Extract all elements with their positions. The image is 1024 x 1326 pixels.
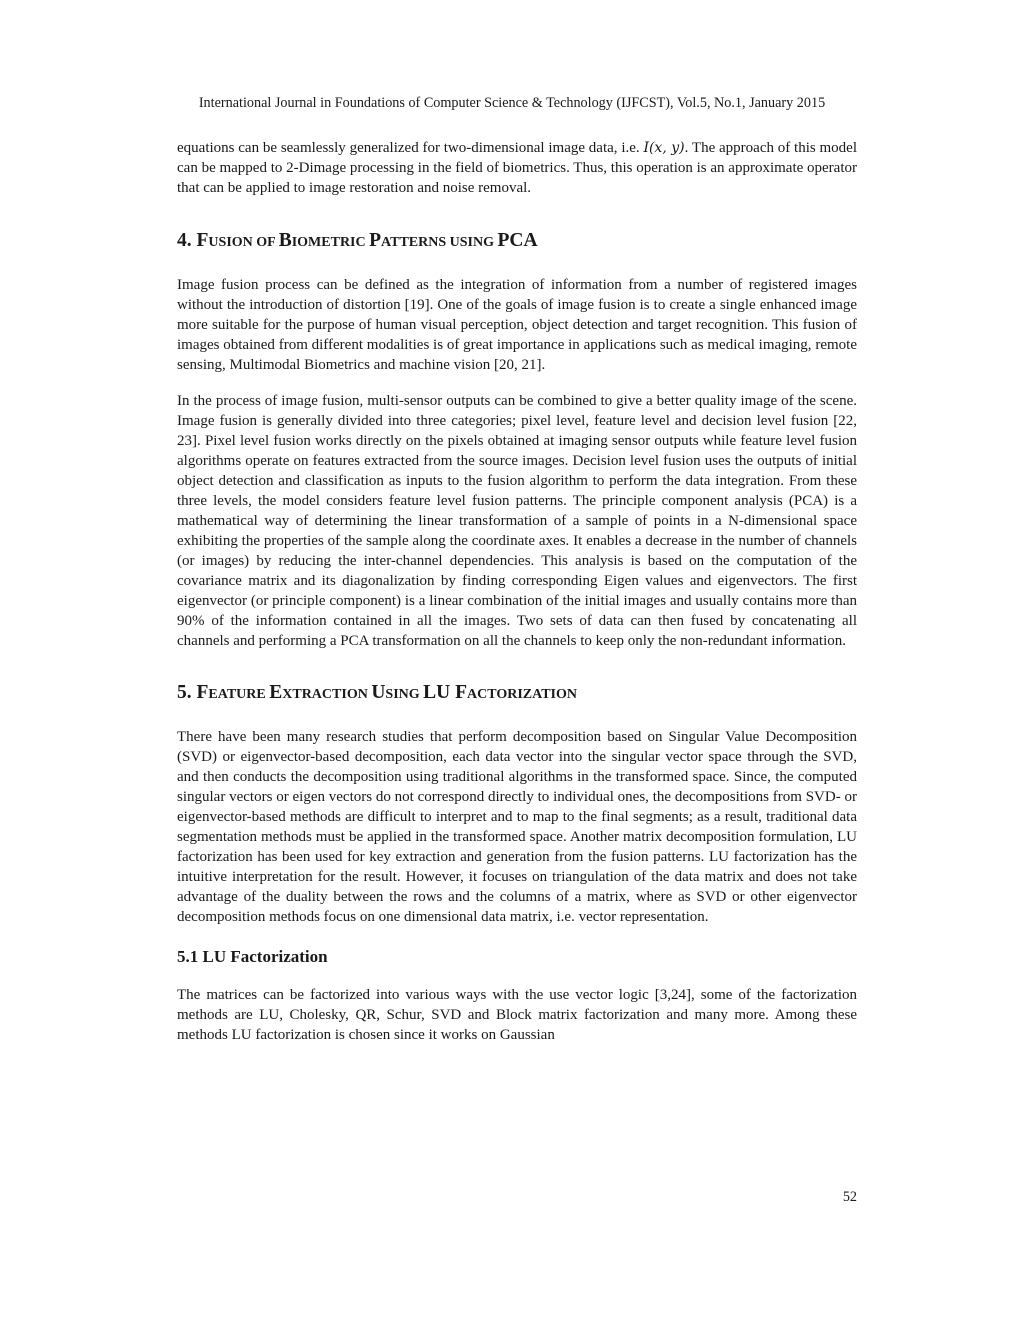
section-5-title-part: XTRACTION [282, 687, 372, 702]
section-5-1-heading: 5.1 LU Factorization [177, 947, 328, 966]
section-5-title-part: E [269, 682, 283, 703]
section-5-1-paragraph-1: The matrices can be factorized into various ways with the use vector logic [3,24], some of the factorization methods are LU, Cholesky, QR, Schur, SVD and Block matrix factorization and many more. Among these methods LU factorization is chosen since it works on Gaussian [177, 987, 857, 1043]
section-4-title-part: USION OF [208, 235, 279, 250]
section-4-number: 4. [177, 230, 197, 251]
section-4-title-part: IOMETRIC [291, 235, 370, 250]
section-4-title-part: PCA [497, 230, 538, 251]
math-expression: I(x, y) [643, 140, 685, 156]
section-4-paragraph-2: In the process of image fusion, multi-sensor outputs can be combined to give a better quality image of the scene. Image fusion is generally divided into three categories; pixel level, feature level and decision level fusion [22, 23]. Pixel level fusion works directly on the pixels obtained at imaging sensor outputs while feature level fusion algorithms operate on features extracted from the source images. Decision level fusion uses the outputs of initial object detection and classification as inputs to the fusion algorithm to perform the data integration. From these three levels, the model considers feature level fusion patterns. The principle component analysis (PCA) is a mathematical way of determining the linear transformation of a sample of points in a N-dimensional space exhibiting the properties of the sample along the coordinate axes. It enables a decrease in the number of channels (or images) by reducing the inter-channel dependencies. This analysis is based on the computation of the covariance matrix and its diagonalization by finding corresponding Eigen values and eigenvectors. The first eigenvector (or principle component) is a linear combination of the initial images and usually contains more than 90% of the information contained in all the images. Two sets of data can then fused by concatenating all channels and performing a PCA transformation on all the channels to keep only the non-redundant information. [177, 393, 857, 649]
section-5-title-part: EATURE [208, 687, 270, 702]
intro-text-before-math: equations can be seamlessly generalized for two-dimensional image data, i.e. [177, 140, 644, 156]
page-content [177, 138, 857, 1045]
section-5-title-part: F [196, 682, 209, 703]
intro-paragraph [177, 138, 857, 198]
section-4-title-part: ATTERNS USING [381, 235, 498, 250]
section-5-title-part: F [455, 682, 468, 703]
section-5-heading [177, 680, 857, 708]
section-5-title-part: LU [423, 682, 456, 703]
section-5-title-part: U [371, 682, 386, 703]
intro-text-after-math: . The approach of this model can be mapped to 2-Dimage processing in the field of biometrics. Thus, this operation is an approximate operator that can be applied to image restoration and noise removal. [177, 140, 857, 196]
section-5-paragraph-1: There have been many research studies that perform decomposition based on Singular Value Decomposition (SVD) or eigenvector-based decomposition, each data vector into the singular vector space through the SVD, and then conducts the decomposition using traditional algorithms in the transformed space. Since, the computed singular vectors or eigen vectors do not correspond directly to individual ones, the decompositions from SVD- or eigenvector-based methods are difficult to interpret and to map to the final segments; as a result, traditional data segmentation methods must be applied in the transformed space. Another matrix decomposition formulation, LU factorization has been used for key extraction and generation from the fusion patterns. LU factorization has the intuitive interpretation for the result. However, it focuses on triangulation of the data matrix and does not take advantage of the duality between the rows and the columns of a matrix, where as SVD or other eigenvector decomposition methods focus on one dimensional data matrix, i.e. vector representation. [177, 729, 857, 925]
section-4-heading [177, 228, 857, 256]
section-4-title-part: F [196, 230, 209, 251]
section-4-paragraph-1: Image fusion process can be defined as the integration of information from a number of registered images without the introduction of distortion [19]. One of the goals of image fusion is to create a single enhanced image more suitable for the purpose of human visual perception, object detection and target recognition. This fusion of images obtained from different modalities is of great importance in applications such as medical imaging, remote sensing, Multimodal Biometrics and machine vision [20, 21]. [177, 277, 857, 373]
page-number: 52 [842, 1189, 857, 1205]
section-5-number: 5. [177, 682, 197, 703]
section-5-title-part: SING [385, 687, 424, 702]
section-4-title-part: P [369, 230, 382, 251]
section-4-title-part: B [278, 230, 292, 251]
section-5-title-part: ACTORIZATION [467, 687, 577, 702]
running-header: International Journal in Foundations of Computer Science & Technology (IJFCST), Vol.5, No.1, January 2015 [198, 95, 826, 111]
